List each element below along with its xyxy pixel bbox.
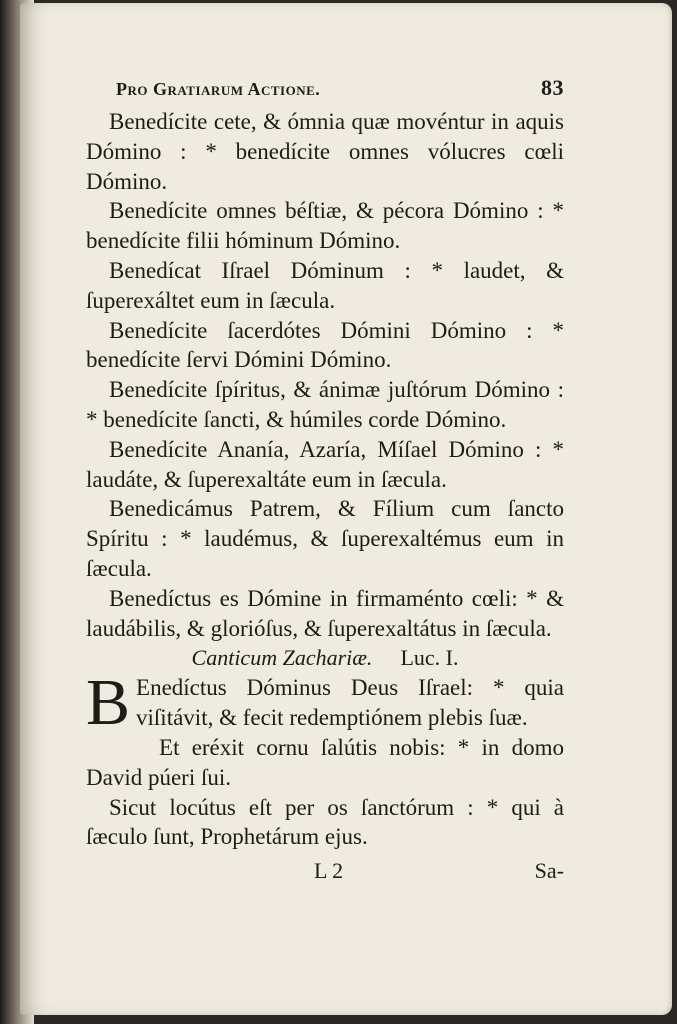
- paragraph-7: Benedicámus Patrem, & Fílium cum ſancto Spíritu : * laudémus, & ſuperexaltémus eum in ſæcula.: [86, 496, 564, 581]
- book-page: [20, 3, 672, 1015]
- text-block: [86, 75, 564, 884]
- catchword: Sa-: [534, 858, 564, 884]
- canticle-first-verse: [86, 666, 564, 740]
- paragraph-5: Benedícite ſpíritus, & ánimæ juſtórum Dómino : * benedícite ſancti, & húmiles corde Dómino.: [86, 377, 564, 432]
- canticle-heading: [86, 643, 564, 673]
- paragraph-1: Benedícite cete, & ómnia quæ movéntur in aquis Dómino : * benedícite omnes vólucres cœli Dómino.: [86, 109, 564, 194]
- signature-mark: L 2: [314, 858, 344, 884]
- page-footer: [86, 858, 564, 884]
- paragraph-8: Benedíctus es Dómine in firmaménto cœli: * & laudábilis, & glorióſus, & ſuperexaltátus in ſæcula.: [86, 585, 564, 641]
- running-title: Pro Gratiarum Actione.: [116, 79, 321, 99]
- first-verse-text: Enedíctus Dóminus Deus Iſrael: * quia viſitávit, & fecit redemptiónem plebis ſuæ.: [136, 675, 564, 731]
- paragraph-2: Benedícite omnes béſtiæ, & pécora Dómino : * benedícite filii hóminum Dómino.: [86, 198, 564, 254]
- canticle-title: Canticum Zachariæ.: [191, 645, 373, 671]
- canticle-verse-2: Et eréxit cornu ſalútis nobis: * in domo David púeri ſui.: [86, 734, 564, 790]
- paragraph-6: Benedícite Ananía, Azaría, Míſael Dómino : * laudáte, & ſuperexaltáte eum in ſæcula.: [86, 436, 564, 492]
- page-number: 83: [541, 75, 564, 100]
- canticle-verse-3: Sicut locútus eſt per os ſanctórum : * qui à ſæculo ſunt, Prophetárum ejus.: [86, 794, 564, 850]
- running-head: [86, 75, 564, 107]
- canticle-reference: Luc. I.: [400, 645, 459, 671]
- paragraph-4: Benedícite ſacerdótes Dómini Dómino : * benedícite ſervi Dómini Dómino.: [86, 317, 564, 373]
- drop-cap: B: [86, 666, 131, 740]
- paragraph-3: Benedícat Iſrael Dóminum : * laudet, & ſuperexáltet eum in ſæcula.: [86, 257, 564, 313]
